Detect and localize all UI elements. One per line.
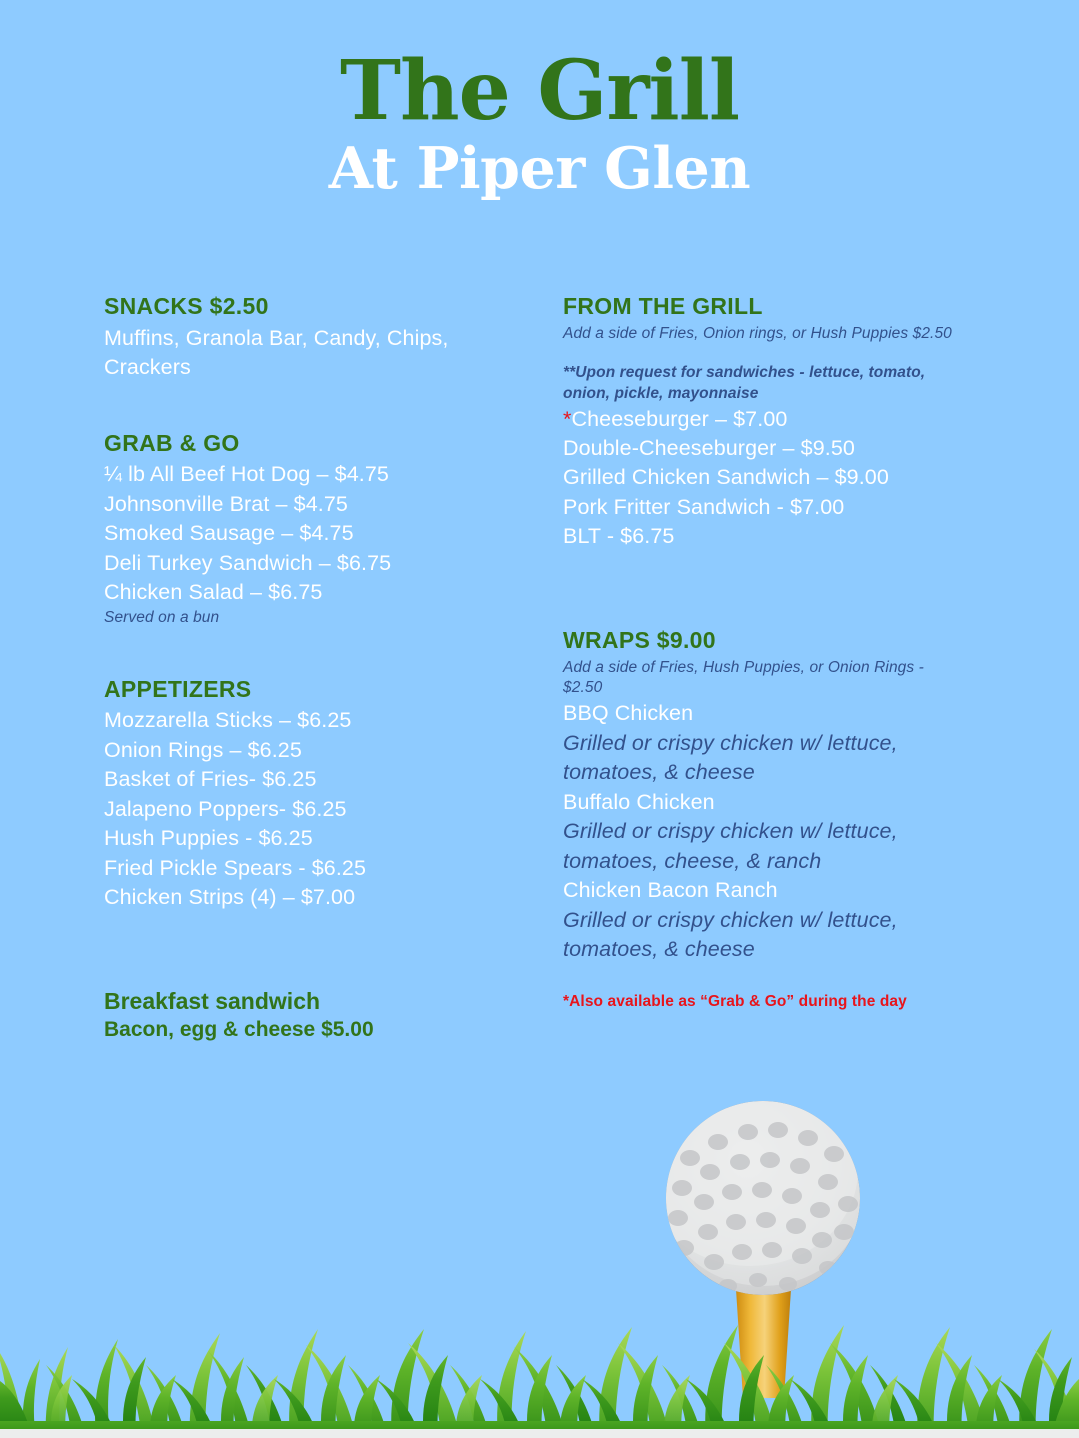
breakfast-heading: Breakfast sandwich [104, 987, 321, 1014]
from-the-grill-item: Pork Fritter Sandwich - $7.00 [563, 494, 845, 519]
asterisk-marker: * [563, 406, 572, 431]
grab-and-go-item: Smoked Sausage – $4.75 [104, 521, 354, 546]
right-column [563, 292, 963, 1013]
from-the-grill-item: BLT - $6.75 [563, 524, 675, 549]
wraps-side-note: Add a side of Fries, Hush Puppies, or Onion Rings - $2.50 [563, 658, 924, 697]
grab-and-go-note: Served on a bun [104, 608, 220, 626]
left-column [104, 292, 504, 1044]
from-the-grill-item-label: Cheeseburger – $7.00 [571, 406, 788, 431]
spacer [563, 552, 963, 626]
grab-and-go-item: ¼ lb All Beef Hot Dog – $4.75 [104, 462, 389, 487]
grab-and-go-item: Deli Turkey Sandwich – $6.75 [104, 550, 392, 575]
section-grab-and-go [104, 429, 504, 629]
section-snacks [104, 292, 504, 383]
spacer [104, 913, 504, 987]
wraps-item-description: Grilled or crispy chicken w/ lettuce, tomatoes, & cheese [563, 730, 898, 785]
wraps-item-name: Chicken Bacon Ranch [563, 878, 778, 903]
grab-and-go-item: Johnsonville Brat – $4.75 [104, 491, 348, 516]
wraps-footnote: *Also available as “Grab & Go” during the day [563, 993, 907, 1011]
wraps-item-name: BBQ Chicken [563, 701, 694, 726]
spacer [104, 383, 504, 429]
from-the-grill-item: Double-Cheeseburger – $9.50 [563, 435, 855, 460]
grass-border-illustration [0, 1263, 1079, 1438]
appetizers-heading: APPETIZERS [104, 675, 252, 702]
spacer [563, 964, 963, 992]
spacer [104, 629, 504, 675]
from-the-grill-item: Grilled Chicken Sandwich – $9.00 [563, 465, 889, 490]
from-the-grill-item [563, 405, 963, 434]
appetizers-item: Jalapeno Poppers- $6.25 [104, 796, 347, 821]
grab-and-go-item: Chicken Salad – $6.75 [104, 580, 323, 605]
wraps-heading: WRAPS $9.00 [563, 626, 716, 653]
snacks-heading: SNACKS $2.50 [104, 293, 269, 319]
breakfast-detail: Bacon, egg & cheese $5.00 [104, 1018, 374, 1042]
from-the-grill-heading: FROM THE GRILL [563, 293, 763, 319]
wraps-item-description: Grilled or crispy chicken w/ lettuce, tomatoes, & cheese [563, 907, 898, 961]
appetizers-item: Hush Puppies - $6.25 [104, 826, 313, 851]
appetizers-item: Mozzarella Sticks – $6.25 [104, 708, 352, 733]
grab-and-go-heading: GRAB & GO [104, 429, 240, 456]
section-from-the-grill [563, 292, 963, 552]
appetizers-item: Onion Rings – $6.25 [104, 737, 302, 762]
section-appetizers [104, 675, 504, 913]
title-subtitle: At Piper Glen [328, 135, 751, 203]
title-main: The Grill [339, 43, 740, 139]
snacks-item: Crackers [104, 355, 191, 380]
page-bottom-strip [0, 1429, 1079, 1438]
poster-title [0, 43, 1079, 203]
from-the-grill-side-note: Add a side of Fries, Onion rings, or Hush Puppies $2.50 [563, 324, 952, 342]
appetizers-item: Fried Pickle Spears - $6.25 [104, 855, 367, 880]
appetizers-item: Basket of Fries- $6.25 [104, 767, 317, 792]
section-breakfast [104, 987, 504, 1044]
snacks-item: Muffins, Granola Bar, Candy, Chips, [104, 325, 449, 350]
appetizers-item: Chicken Strips (4) – $7.00 [104, 885, 356, 910]
wraps-item-name: Buffalo Chicken [563, 789, 715, 814]
spacer [563, 345, 963, 363]
section-wraps [563, 626, 963, 1014]
wraps-item-description: Grilled or crispy chicken w/ lettuce, tomatoes, cheese, & ranch [563, 819, 898, 873]
from-the-grill-request-note: **Upon request for sandwiches - lettuce, tomato, onion, pickle, mayonnaise [563, 363, 926, 402]
